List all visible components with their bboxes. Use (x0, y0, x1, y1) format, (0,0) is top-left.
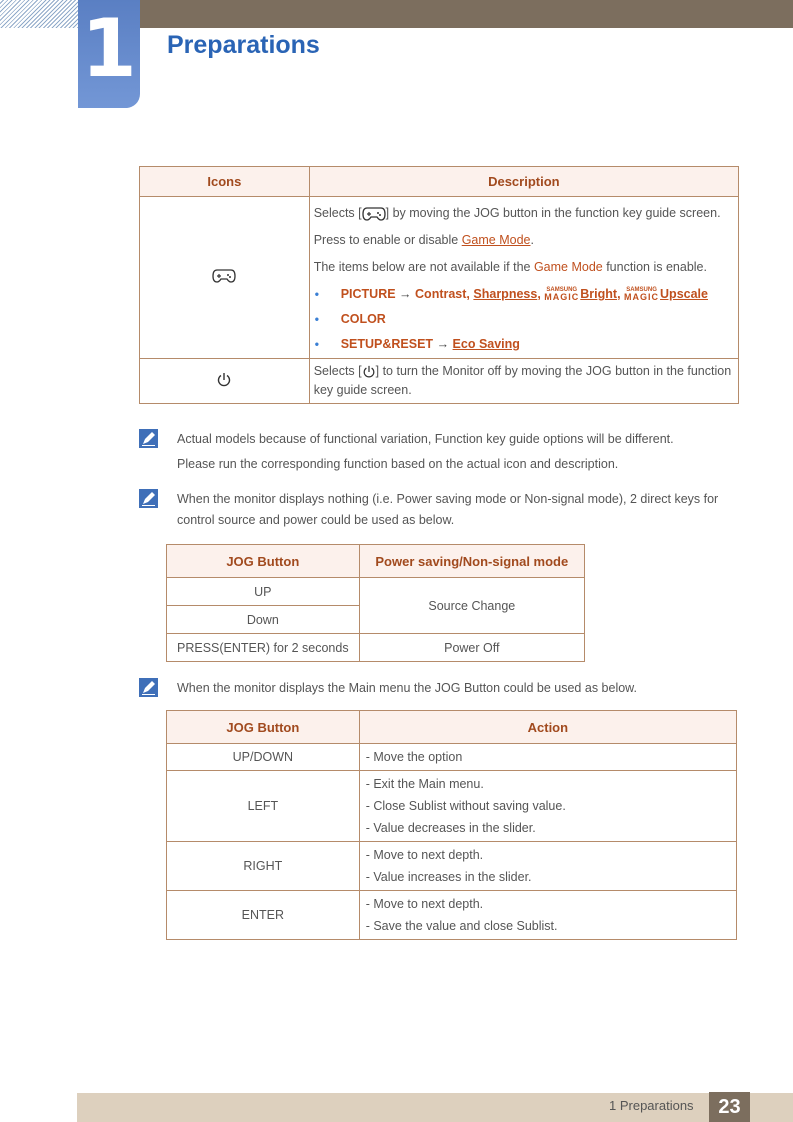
picture-menu: PICTURE (340, 287, 396, 301)
game-select-text (314, 203, 734, 223)
samsung-magic-logo: SAMSUNG MAGIC (624, 287, 660, 303)
select-prefix: Selects [ (313, 206, 362, 220)
footer-section-label: 1 Preparations (609, 1098, 694, 1113)
jog-action-header (167, 711, 737, 744)
note-pencil-icon (139, 678, 158, 697)
note-3-text: When the monitor displays the Main menu the JOG Button could be used as below. (177, 681, 637, 695)
contrast-item: Contrast, (415, 287, 470, 301)
jog-power-header (167, 545, 585, 578)
gamepad-icon (212, 268, 236, 284)
action-line: - Move the option (365, 750, 463, 764)
note-1 (139, 429, 739, 479)
note-2-text: When the monitor displays nothing (i.e. Power saving mode or Non-signal mode), 2 direct keys for control source and power could be used as below. (177, 492, 719, 527)
note-pencil-icon (139, 489, 158, 508)
action-line: - Close Sublist without saving value. (365, 799, 566, 813)
action-line: - Move to next depth. (365, 897, 484, 911)
action-cell (359, 891, 736, 940)
game-mode-link[interactable]: Game Mode (461, 233, 531, 247)
table-row (167, 744, 737, 771)
game-items-text (314, 257, 734, 277)
arrow: → (399, 287, 412, 301)
jog-power-table (166, 544, 585, 662)
bullet-dot: • (314, 312, 319, 326)
magic-upscale-link[interactable]: Upscale (660, 287, 708, 301)
unavailable-items-list (314, 284, 734, 354)
table-row (167, 842, 737, 891)
power-prefix: Selects [ (313, 364, 362, 378)
action-line: - Move to next depth. (365, 848, 484, 862)
note-3 (139, 678, 739, 700)
chapter-title: Preparations (167, 31, 320, 59)
action-line: - Save the value and close Sublist. (365, 919, 558, 933)
game-mode-label: Game Mode (533, 260, 603, 274)
icon-cell (140, 197, 310, 359)
press-prefix: Press to enable or disable (313, 233, 462, 247)
jog-press-enter-cell: PRESS(ENTER) for 2 seconds (167, 634, 360, 662)
game-mode-description (309, 197, 738, 359)
table-row (167, 578, 585, 606)
icons-table-header (140, 167, 739, 197)
items-suffix: function is enable. (602, 260, 707, 274)
header-band (140, 0, 793, 28)
action-line: - Value increases in the slider. (365, 870, 532, 884)
action-line: - Exit the Main menu. (365, 777, 484, 791)
header-power-mode: Power saving/Non-signal mode (359, 545, 584, 578)
button-cell: ENTER (167, 891, 360, 940)
table-row (167, 891, 737, 940)
setup-reset-menu: SETUP&RESET (340, 337, 434, 351)
note-2 (139, 489, 739, 533)
select-suffix: ] by moving the JOG button in the function key guide screen. (385, 206, 721, 220)
jog-down-cell: Down (167, 606, 360, 634)
header-jog-button: JOG Button (167, 711, 360, 744)
press-suffix: . (530, 233, 534, 247)
items-prefix: The items below are not available if the (313, 260, 534, 274)
magic-bright-link[interactable]: Bright (580, 287, 618, 301)
jog-action-table (166, 710, 737, 940)
action-cell (359, 842, 736, 891)
eco-saving-link[interactable]: Eco Saving (452, 337, 520, 351)
power-icon (216, 372, 232, 388)
note-1-text (177, 429, 737, 475)
samsung-magic-logo: SAMSUNG MAGIC (544, 287, 580, 303)
header-icons: Icons (140, 167, 310, 197)
power-suffix: ] to turn the Monitor off by moving the JOG button in the function key guide screen. (313, 364, 732, 397)
table-row (167, 771, 737, 842)
action-cell (359, 771, 736, 842)
table-row (167, 634, 585, 662)
note-pencil-icon (139, 429, 158, 448)
button-cell: UP/DOWN (167, 744, 360, 771)
power-description (309, 359, 738, 404)
power-inline-icon (362, 364, 376, 380)
header-action: Action (359, 711, 736, 744)
game-press-text (314, 230, 734, 250)
action-line: - Value decreases in the slider. (365, 821, 536, 835)
table-row (140, 359, 739, 404)
source-change-cell: Source Change (359, 578, 584, 634)
arrow: → (436, 337, 450, 351)
power-off-cell: Power Off (359, 634, 584, 662)
gamepad-inline-icon (362, 206, 386, 222)
note-1-line-1: Actual models because of functional variation, Function key guide options will be different. (177, 432, 674, 446)
icons-table (139, 166, 739, 404)
list-item (314, 334, 734, 354)
button-cell: LEFT (167, 771, 360, 842)
chapter-number: 1 (81, 2, 137, 95)
header-jog-button: JOG Button (167, 545, 360, 578)
bullet-dot: • (314, 337, 319, 351)
button-cell: RIGHT (167, 842, 360, 891)
list-item (314, 309, 734, 329)
table-row (140, 197, 739, 359)
header-hatch-pattern (0, 0, 78, 28)
page-number: 23 (709, 1092, 750, 1122)
header-description: Description (309, 167, 738, 197)
color-menu: COLOR (340, 312, 386, 326)
action-cell (359, 744, 736, 771)
sharpness-link[interactable]: Sharpness (473, 287, 538, 301)
list-item: • PICTURE → Contrast, Sharpness, SAMSUNG MAGIC Bright, SAMSUNG MAGIC Upscale (314, 284, 734, 304)
icon-cell (140, 359, 310, 404)
bullet-dot: • (314, 287, 319, 301)
note-1-line-2: Please run the corresponding function based on the actual icon and description. (177, 457, 619, 471)
jog-up-cell: UP (167, 578, 360, 606)
